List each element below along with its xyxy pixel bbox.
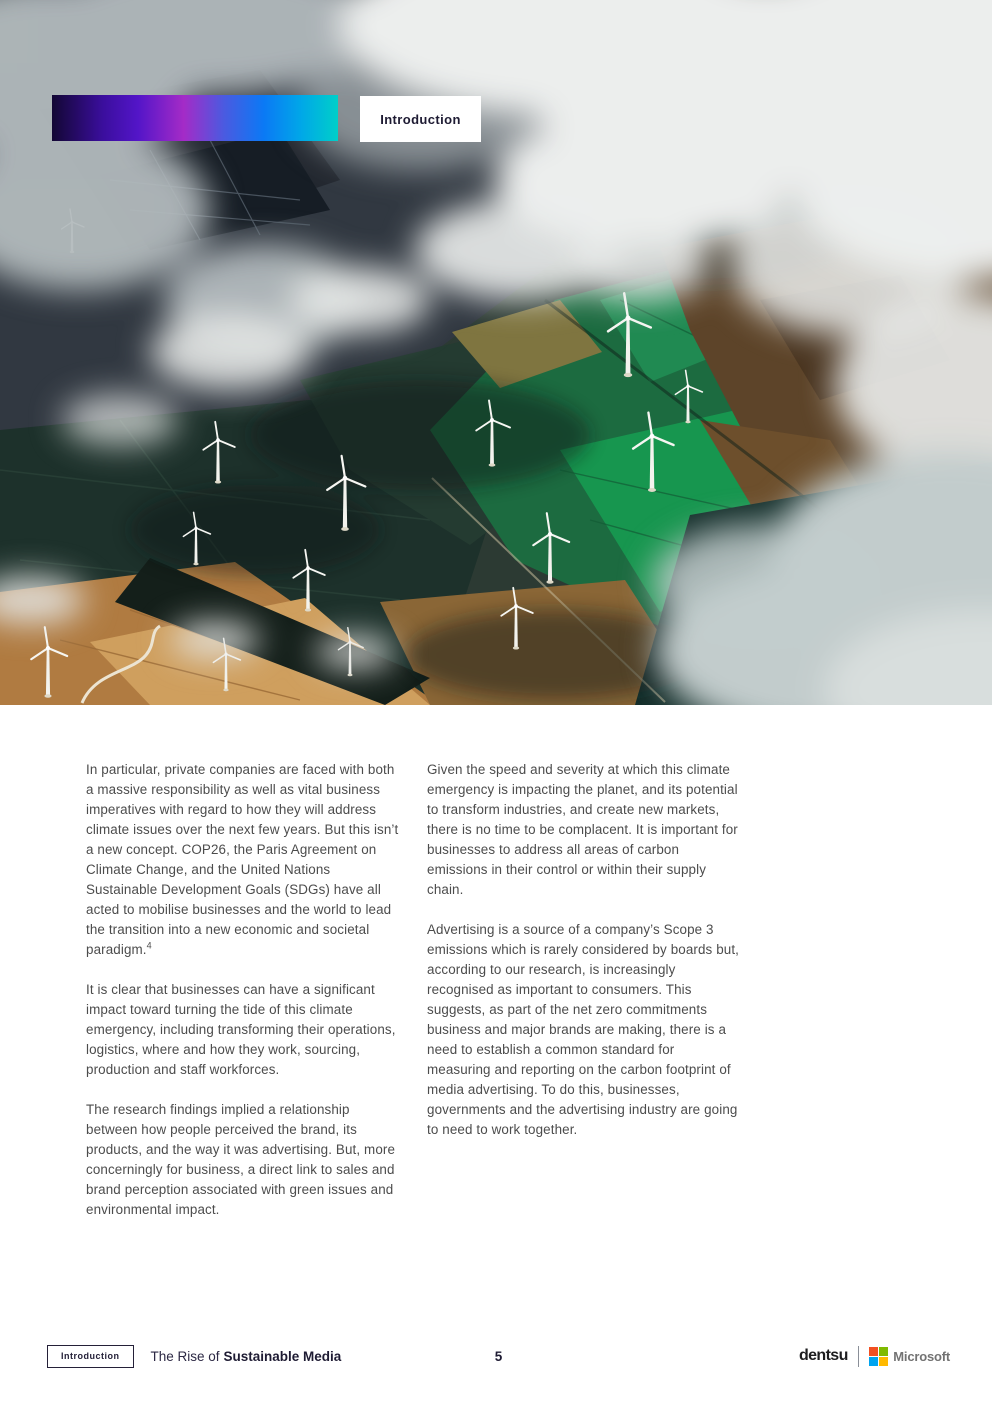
brand-logos bbox=[799, 1346, 950, 1367]
document-title bbox=[151, 1349, 342, 1364]
brand-divider bbox=[858, 1346, 860, 1367]
document-title-name: Sustainable Media bbox=[223, 1348, 342, 1364]
footer-section-tag: Introduction bbox=[47, 1345, 134, 1368]
column-right bbox=[427, 760, 741, 1240]
section-header-label: Introduction bbox=[380, 111, 461, 127]
dentsu-logo: dentsu bbox=[798, 1347, 848, 1364]
article-body bbox=[0, 705, 992, 1240]
paragraph: Advertising is a source of a company’s Scope 3 emissions which is rarely considered by boards but, according to our research, is increasingly recognised as important to consumers. This suggests, as part of the net zero commitments business and major brands are making, there is a need to establish a common standard for measuring and reporting on the carbon footprint of media advertising. To do this, businesses, governments and the advertising industry are going to need to work together. bbox=[427, 922, 740, 1137]
footnote-ref: 4 bbox=[146, 940, 152, 951]
document-title-prefix: The Rise of bbox=[150, 1348, 220, 1364]
microsoft-squares-icon bbox=[869, 1347, 888, 1366]
microsoft-wordmark: Microsoft bbox=[893, 1348, 950, 1364]
brand-gradient-bar bbox=[52, 95, 338, 141]
paragraph-text: In particular, private companies are faced with both a massive responsibility as well as vital business imperatives with regard to how they will address climate issues over the next few years. But this isn’t a new concept. COP26, the Paris Agreement on Climate Change, and the United Nations Sustainable Development Goals (SDGs) have all acted to mobilise businesses and the world to lead the transition into a new economic and societal paradigm. bbox=[86, 762, 399, 957]
paragraph: The research findings implied a relationship between how people perceived the brand, its products, and the way it was advertising. But, more concerningly for business, a direct link to sales and brand perception associated with green issues and environmental impact. bbox=[86, 1102, 396, 1217]
page-footer bbox=[47, 1342, 950, 1370]
section-header-tag bbox=[360, 96, 481, 142]
paragraph: Given the speed and severity at which this climate emergency is impacting the planet, and its potential to transform industries, and create new markets, there is no time to be complacent. It is important for businesses to address all areas of carbon emissions in their control or within their supply chain. bbox=[427, 762, 738, 897]
paragraph: It is clear that businesses can have a significant impact toward turning the tide of this climate emergency, including transforming their operations, logistics, where and how they work, sourcing, production and staff workforces. bbox=[86, 982, 396, 1077]
microsoft-logo bbox=[869, 1347, 950, 1366]
page-number: 5 bbox=[494, 1348, 503, 1364]
column-left bbox=[86, 760, 400, 1240]
paragraph bbox=[86, 760, 400, 960]
